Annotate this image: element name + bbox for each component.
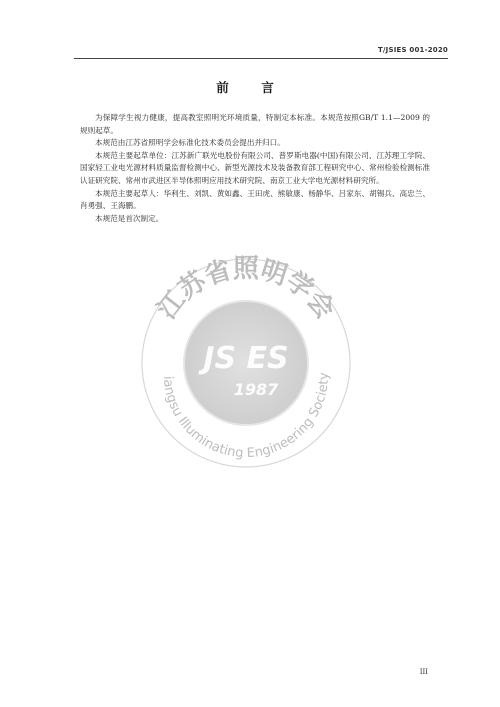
paragraph-proposer: 本规范由江苏省照明学会标准化技术委员会提出并归口。 bbox=[95, 138, 285, 148]
paragraph-purpose: 为保障学生视力健康，提高教室照明光环境质量，特制定本标准。本规范按照GB/T 1.1—2009 的规则起草。 bbox=[80, 113, 430, 135]
seal-emblem: JS ES bbox=[203, 341, 289, 376]
document-code: T/JSIES 001-2020 bbox=[377, 46, 448, 54]
header-rule bbox=[74, 58, 448, 59]
seal-english-name: iangsu Illuminating Engineering Society bbox=[159, 372, 333, 462]
page-number: III bbox=[419, 668, 428, 676]
seal-chinese-name: 江苏省照明学会 bbox=[152, 255, 340, 325]
society-seal-watermark bbox=[138, 255, 354, 471]
paragraph-drafters: 本规范主要起草人：华利生、刘凯、黄如鑫、王田虎、熊敏康、杨静华、吕家东、胡锡兵、高忠兰、肖勇强、王海鹏。 bbox=[80, 188, 430, 211]
seal-year: 1987 bbox=[233, 380, 279, 399]
paragraph-first-edition: 本规范是首次制定。 bbox=[95, 213, 164, 223]
paragraph-drafting-units: 本规范主要起草单位：江苏新广联光电股份有限公司、普罗斯电器(中国)有限公司、江苏理工学院、国家轻工业电光源材料质量监督检测中心、新型光源技术及装备教育部工程研究中心、常州检验检测标准认证研究院、常州市武进区半导体照明应用技术研究院、南京工业大学电光源材料研究所。 bbox=[80, 150, 430, 185]
foreword-body bbox=[80, 112, 430, 225]
page-title: 前 言 bbox=[216, 80, 284, 95]
